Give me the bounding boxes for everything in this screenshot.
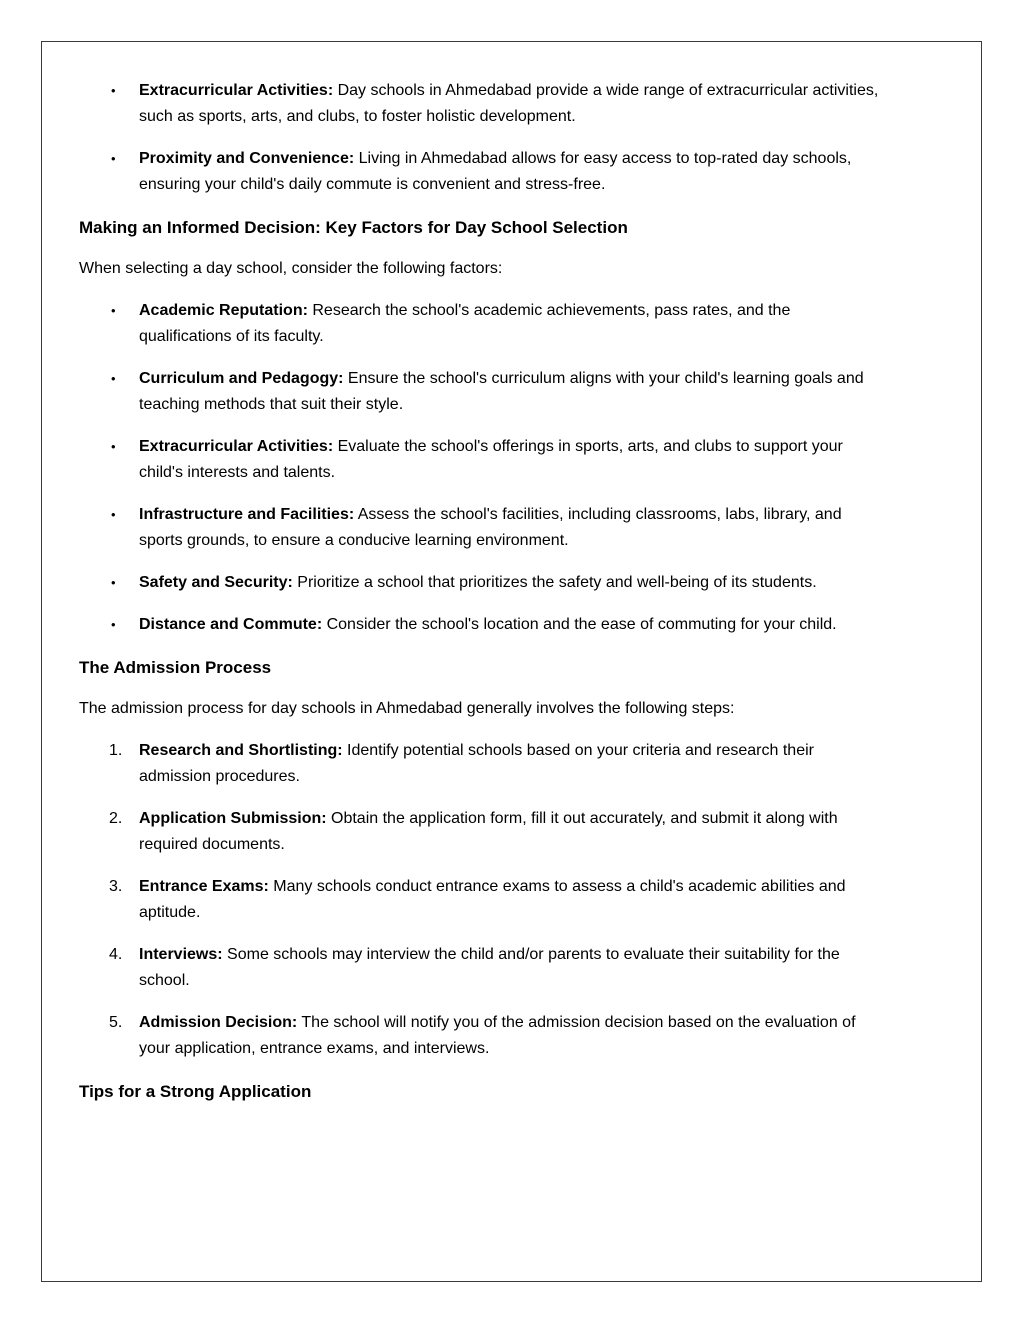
list-item — [79, 570, 879, 596]
item-term: Distance and Commute: — [139, 616, 323, 633]
item-term: Infrastructure and Facilities: — [139, 506, 355, 523]
list-item — [79, 806, 879, 858]
item-text: Some schools may interview the child and/or parents to evaluate their suitability for the school. — [139, 946, 840, 989]
item-term: Application Submission: — [139, 810, 327, 827]
item-text: Prioritize a school that prioritizes the safety and well-being of its students. — [292, 574, 817, 591]
bullet-marker: • — [111, 303, 116, 318]
item-term: Proximity and Convenience: — [139, 150, 355, 167]
step-number: 1. — [109, 742, 123, 759]
list-item — [79, 738, 879, 790]
bullet-marker: • — [111, 575, 116, 590]
item-term: Research and Shortlisting: — [139, 742, 343, 759]
item-term: Academic Reputation: — [139, 302, 308, 319]
list-item — [79, 78, 879, 130]
bullet-marker: • — [111, 371, 116, 386]
section-intro-admission: The admission process for day schools in Ahmedabad generally involves the following steps: — [79, 700, 735, 717]
document-content — [79, 78, 879, 1120]
item-term: Safety and Security: — [139, 574, 293, 591]
item-term: Extracurricular Activities: — [139, 438, 334, 455]
item-text: The school will notify you of the admission decision based on the evaluation of your application, entrance exams, and interviews. — [139, 1014, 856, 1057]
list-item — [79, 146, 879, 198]
item-term: Entrance Exams: — [139, 878, 269, 895]
list-item — [79, 366, 879, 418]
numbered-list-admission-steps — [79, 738, 879, 1062]
section-intro-factors: When selecting a day school, consider the following factors: — [79, 260, 503, 277]
section-heading-tips: Tips for a Strong Application — [79, 1082, 312, 1101]
item-text: Living in Ahmedabad allows for easy access to top-rated day schools, ensuring your child's daily commute is convenient and stress-free. — [139, 150, 852, 193]
item-term: Extracurricular Activities: — [139, 82, 334, 99]
list-item — [79, 502, 879, 554]
item-text: Research the school's academic achievements, pass rates, and the qualifications of its faculty. — [139, 302, 791, 345]
bullet-marker: • — [111, 617, 116, 632]
step-number: 5. — [109, 1014, 123, 1031]
list-item — [79, 298, 879, 350]
item-text: Day schools in Ahmedabad provide a wide range of extracurricular activities, such as sports, arts, and clubs, to foster holistic development. — [139, 82, 879, 125]
step-number: 3. — [109, 878, 123, 895]
list-item — [79, 874, 879, 926]
bullet-marker: • — [111, 83, 116, 98]
item-text: Identify potential schools based on your criteria and research their admission procedures. — [139, 742, 814, 785]
bullet-marker: • — [111, 151, 116, 166]
item-text: Assess the school's facilities, including classrooms, labs, library, and sports grounds, to ensure a conducive learning environment. — [139, 506, 842, 549]
bullet-marker: • — [111, 439, 116, 454]
item-term: Interviews: — [139, 946, 223, 963]
list-item — [79, 434, 879, 486]
item-text: Evaluate the school's offerings in sports, arts, and clubs to support your child's interests and talents. — [139, 438, 843, 481]
section-heading-admission: The Admission Process — [79, 658, 272, 677]
list-item — [79, 1010, 879, 1062]
item-text: Consider the school's location and the ease of commuting for your child. — [322, 616, 837, 633]
item-term: Admission Decision: — [139, 1014, 298, 1031]
bullet-list-benefits — [79, 78, 879, 198]
step-number: 2. — [109, 810, 123, 827]
item-text: Ensure the school's curriculum aligns with your child's learning goals and teaching methods that suit their style. — [139, 370, 864, 413]
step-number: 4. — [109, 946, 123, 963]
item-term: Curriculum and Pedagogy: — [139, 370, 344, 387]
list-item — [79, 612, 879, 638]
item-text: Obtain the application form, fill it out accurately, and submit it along with required documents. — [139, 810, 838, 853]
bullet-marker: • — [111, 507, 116, 522]
item-text: Many schools conduct entrance exams to assess a child's academic abilities and aptitude. — [139, 878, 846, 921]
list-item — [79, 942, 879, 994]
section-heading-factors: Making an Informed Decision: Key Factors for Day School Selection — [79, 218, 628, 237]
bullet-list-factors — [79, 298, 879, 638]
